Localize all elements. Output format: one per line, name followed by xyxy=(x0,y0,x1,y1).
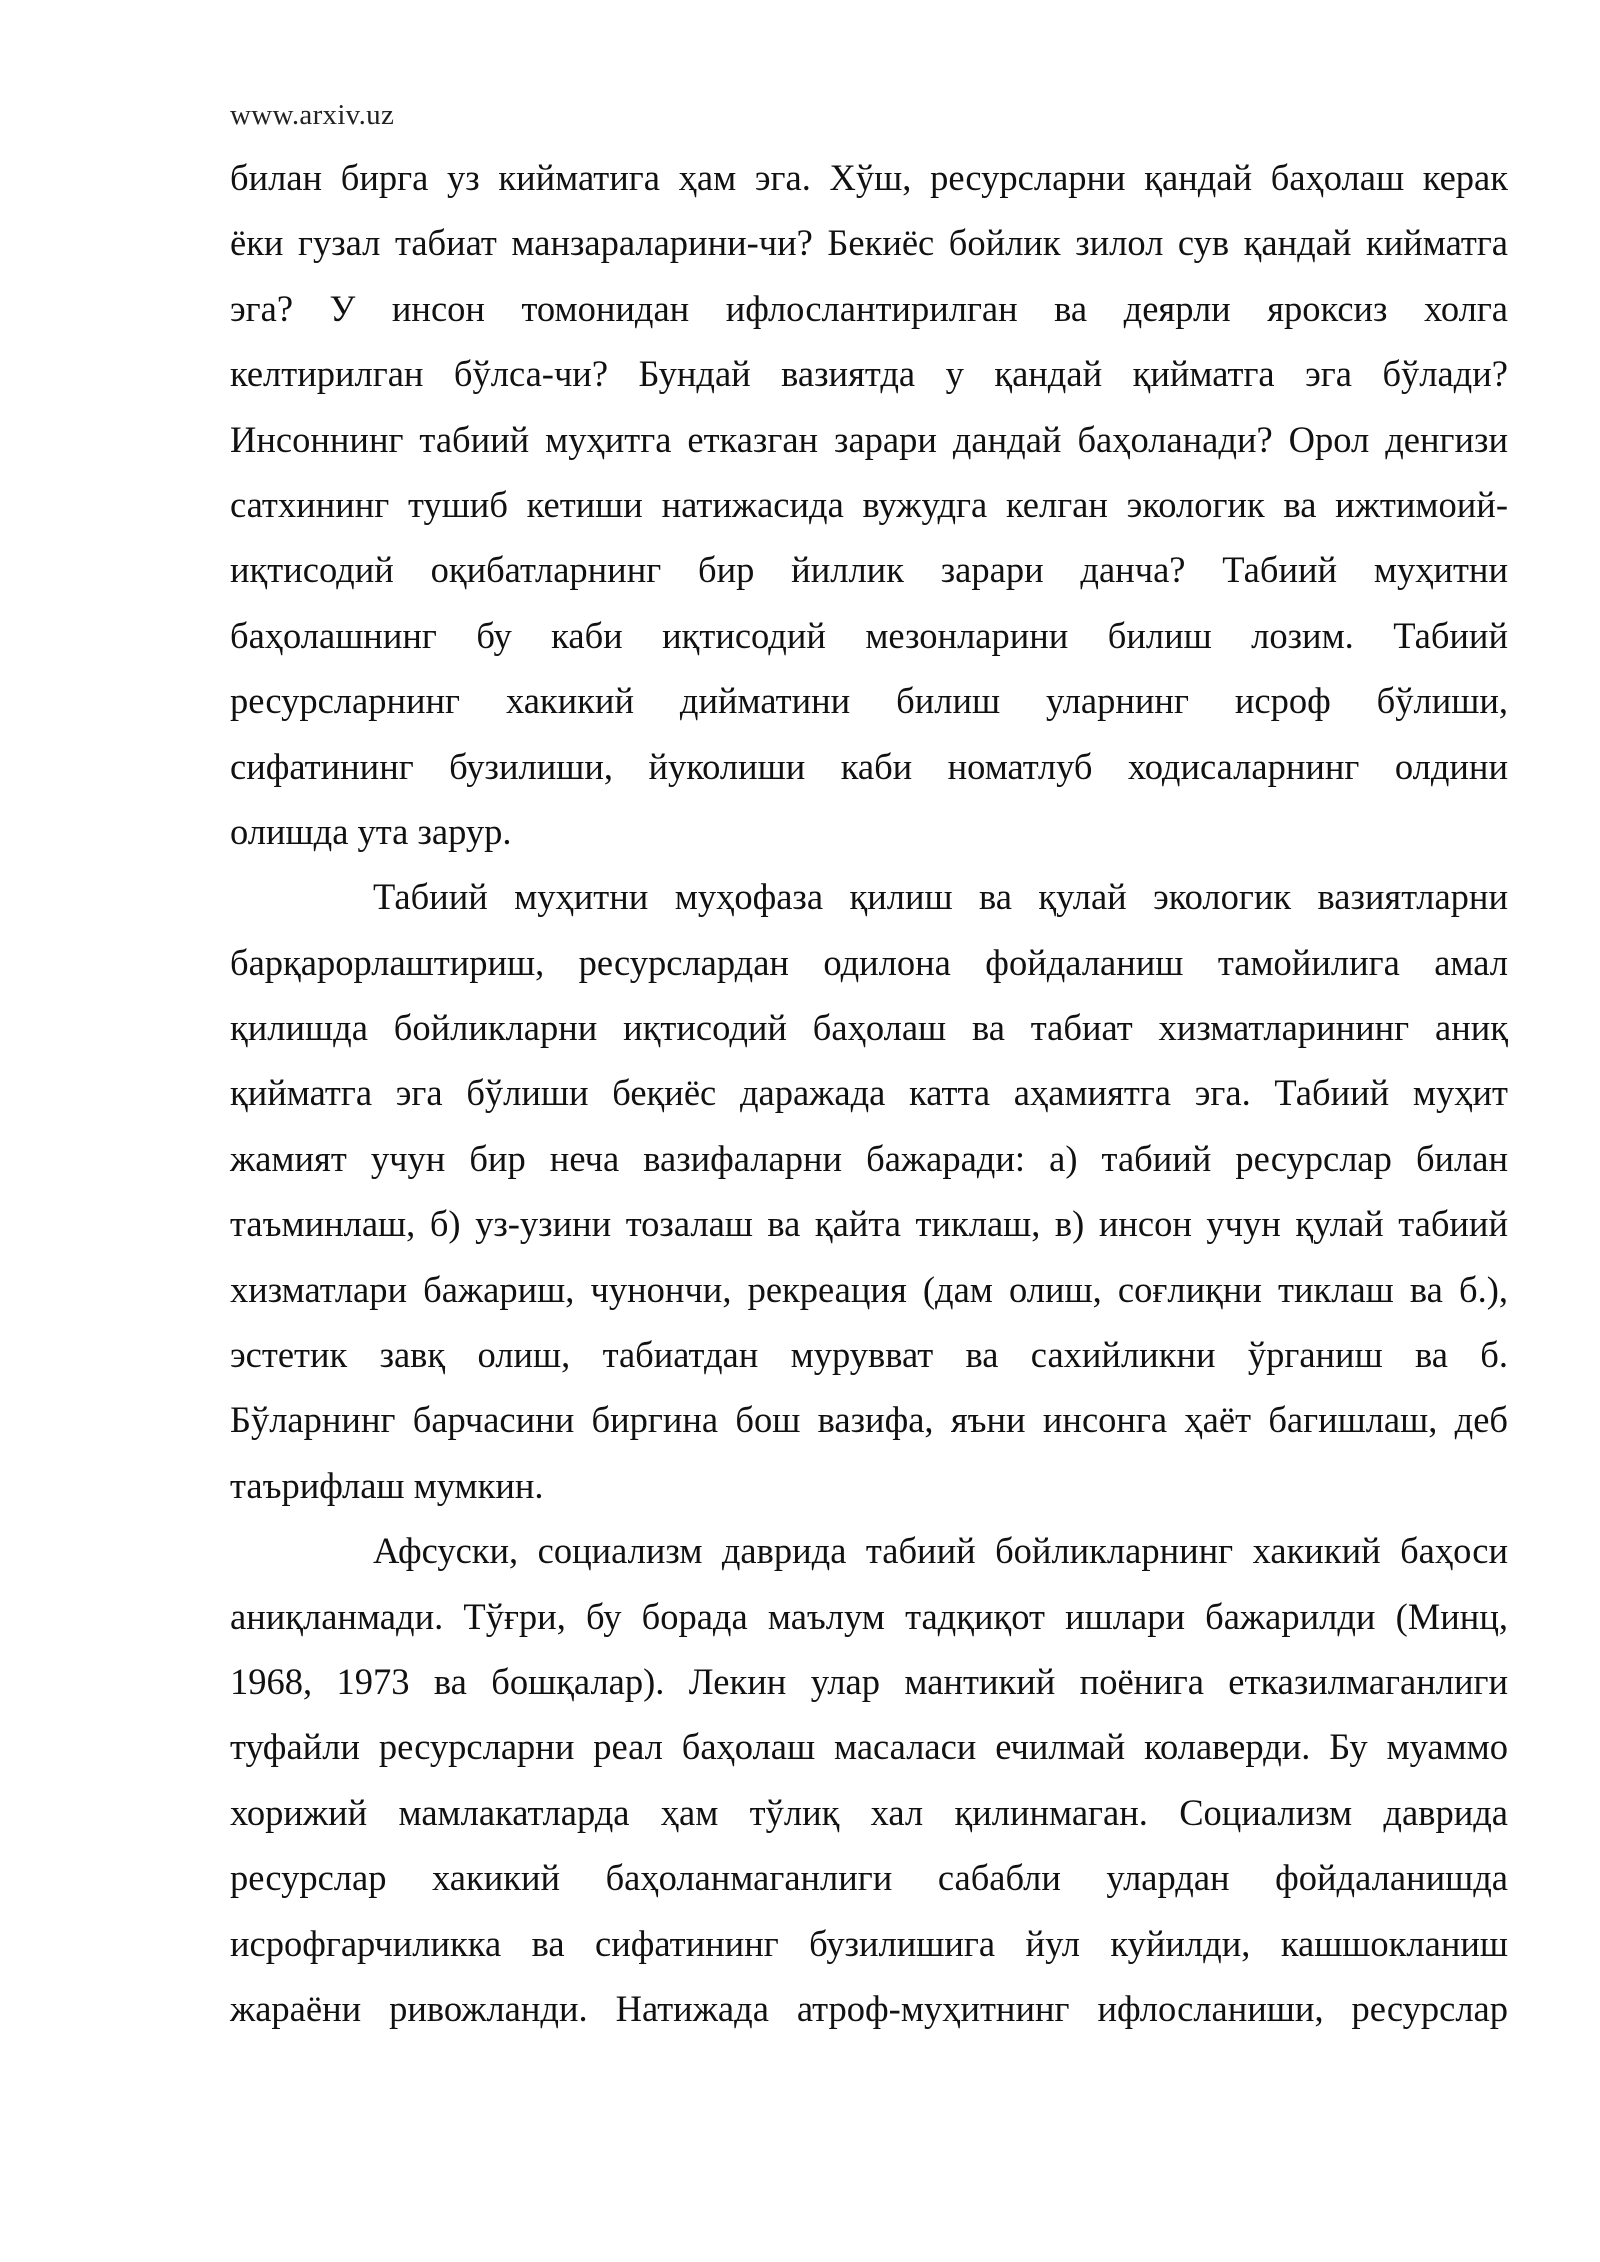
text-line: хизматлари бажариш, чунончи, рекреация (дам олиш, соғлиқни тиклаш ва б.), xyxy=(230,1268,1508,1310)
text-line: Инсоннинг табиий муҳитга етказган зарари дандай баҳоланади? Орол денгизи xyxy=(230,418,1508,460)
text-line: ресурслар хакикий баҳоланмаганлиги сабабли улардан фойдаланишда xyxy=(230,1857,1508,1899)
text-line: Бўларнинг барчасини биргина бош вазифа, яъни инсонга ҳаёт багишлаш, деб xyxy=(230,1399,1508,1441)
text-line: барқарорлаштириш, ресурслардан одилона фойдаланиш тамойилига амал xyxy=(230,941,1508,983)
text-line: жараёни ривожланди. Натижада атроф-муҳитнинг ифлосланиши, ресурслар xyxy=(230,1987,1508,2029)
text-line: келтирилган бўлса-чи? Бундай вазиятда у қандай қийматга эга бўлади? xyxy=(230,353,1508,395)
paragraph-3 xyxy=(230,1518,1508,2041)
site-url-header: www.arxiv.uz xyxy=(230,99,395,131)
text-line: таъминлаш, б) уз-узини тозалаш ва қайта тиклаш, в) инсон учун қулай табиий xyxy=(230,1203,1508,1245)
text-line: сифатининг бузилиши, йуколиши каби номатлуб ходисаларнинг олдини xyxy=(230,745,1508,787)
text-line: аниқланмади. Тўғри, бу борада маълум тадқиқот ишлари бажарилди (Минц, xyxy=(230,1595,1508,1637)
text-line: эстетик завқ олиш, табиатдан мурувват ва сахийликни ўрганиш ва б. xyxy=(230,1334,1508,1376)
text-line: исрофгарчиликка ва сифатининг бузилишига йул куйилди, кашшокланиш xyxy=(230,1922,1508,1964)
text-line: хорижий мамлакатларда ҳам тўлиқ хал қилинмаган. Социализм даврида xyxy=(230,1791,1508,1833)
text-line: баҳолашнинг бу каби иқтисодий мезонларини билиш лозим. Табиий xyxy=(230,614,1508,656)
document-body xyxy=(230,145,1508,2041)
text-line: билан бирга уз кийматига ҳам эга. Хўш, ресурсларни қандай баҳолаш керак xyxy=(230,157,1508,198)
text-line: қийматга эга бўлиши беқиёс даражада катта аҳамиятга эга. Табиий муҳит xyxy=(230,1072,1508,1114)
text-line: жамият учун бир неча вазифаларни бажаради: а) табиий ресурслар билан xyxy=(230,1137,1508,1179)
text-line: туфайли ресурсларни реал баҳолаш масаласи ечилмай колаверди. Бу муаммо xyxy=(230,1726,1508,1768)
paragraph-2 xyxy=(230,864,1508,1518)
text-line: эга? У инсон томонидан ифлослантирилган ва деярли яроксиз холга xyxy=(230,287,1508,329)
text-line: 1968, 1973 ва бошқалар). Лекин улар мантикий поёнига етказилмаганлиги xyxy=(230,1660,1508,1702)
text-line: Афсуски, социализм даврида табиий бойликларнинг хакикий баҳоси xyxy=(373,1530,1508,1572)
paragraph-1 xyxy=(230,145,1508,864)
text-line: иқтисодий оқибатларнинг бир йиллик зарари данча? Табиий муҳитни xyxy=(230,549,1508,591)
text-line: Табиий муҳитни муҳофаза қилиш ва қулай экологик вазиятларни xyxy=(373,876,1508,918)
text-line: олишда ута зарур. xyxy=(230,810,512,852)
text-line: қилишда бойликларни иқтисодий баҳолаш ва табиат хизматларининг аниқ xyxy=(230,1007,1508,1049)
text-line: сатхининг тушиб кетиши натижасида вужудга келган экологик ва ижтимоий- xyxy=(230,483,1508,525)
text-line: таърифлаш мумкин. xyxy=(230,1464,544,1506)
text-line: ресурсларнинг хакикий дийматини билиш уларнинг исроф бўлиши, xyxy=(230,680,1508,722)
text-line: ёки гузал табиат манзараларини-чи? Бекиёс бойлик зилол сув қандай кийматга xyxy=(230,222,1508,264)
